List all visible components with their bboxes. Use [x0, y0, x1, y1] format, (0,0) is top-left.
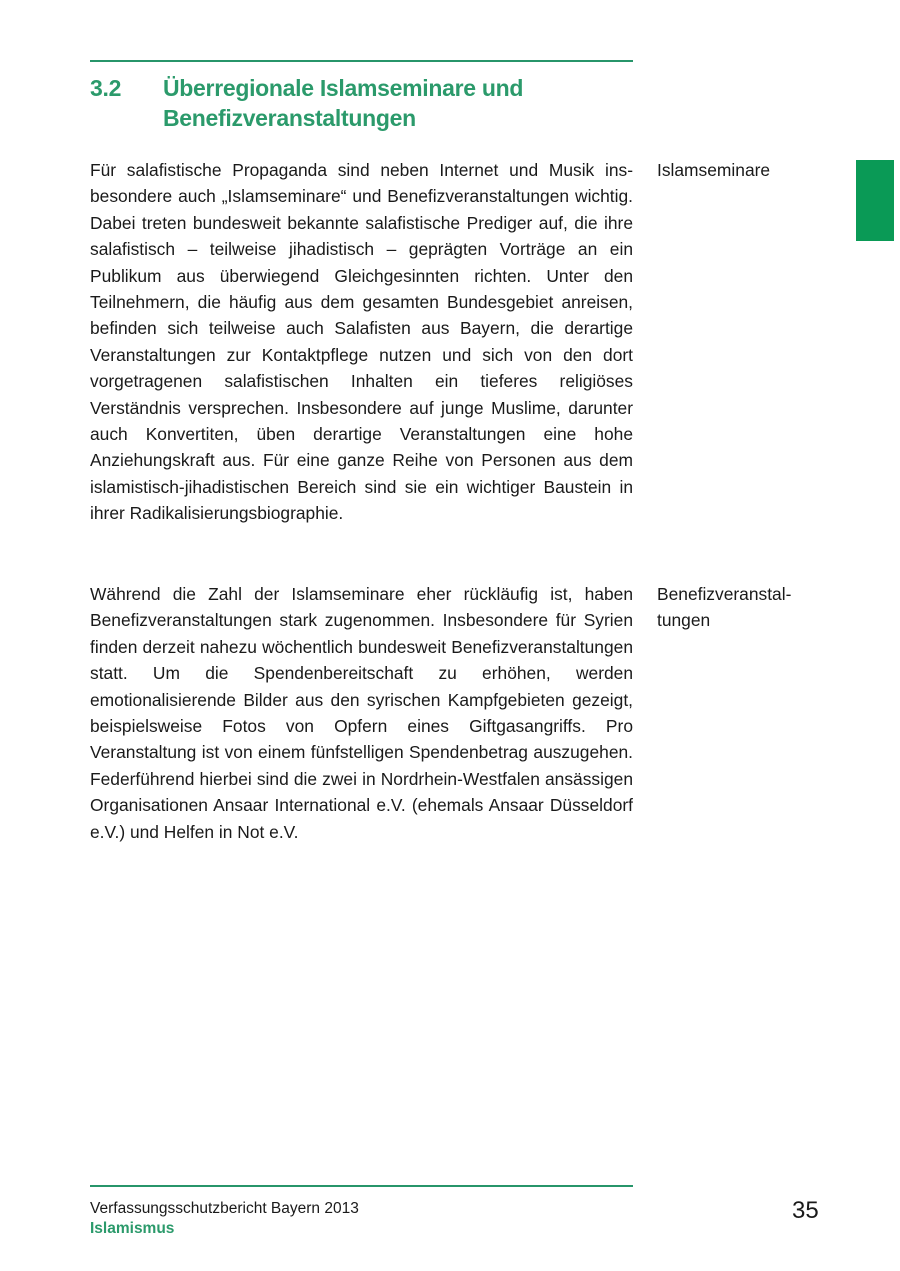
section-number: 3.2 [90, 75, 122, 101]
margin-note-seminars: Islamseminare [657, 160, 771, 180]
footer-rule [90, 1185, 633, 1187]
page-number: 35 [792, 1197, 819, 1224]
chapter-tab-marker [856, 160, 894, 241]
footer-publication: Verfassungsschutzbericht Bayern 2013 [90, 1200, 359, 1217]
margin-note-benefit-events: Benefizveranstaltungen [657, 584, 792, 631]
paragraph-seminars: Für salafistische Propaganda sind neben Internet und Musik insbesondere auch „Islamseminare“ und Benefizveranstaltungen wichtig. Dabei treten bundesweit bekannte salafistische Prediger auf, die ihre salafistisch – teilweise jihadistisch – geprägten Vorträge an ein Publikum aus überwiegend Gleichgesinnten richten. Unter den Teilnehmern, die häufig aus dem gesamten Bundesgebiet anreisen, befinden sich teilweise auch Salafisten aus Bayern, die derartige Veranstaltungen zur Kontaktpflege nutzen und sich von den dort vorgetragenen salafistischen Inhalten ein tieferes religiöses Verständnis versprechen. Insbesondere auf junge Muslime, darunter auch Konvertiten, üben derartige Veranstaltungen eine hohe Anziehungskraft aus. Für eine ganze Reihe von Personen aus dem islamistisch-jihadistischen Bereich sind sie ein wichtiger Baustein in ihrer Radikalisierungsbiographie. [90, 160, 633, 524]
footer-chapter: Islamismus [90, 1220, 175, 1237]
top-rule [90, 60, 633, 62]
section-title: Überregionale Islamseminare und Benefizveranstaltungen [163, 75, 524, 131]
paragraph-benefit-events: Während die Zahl der Islamseminare eher rückläufig ist, haben Benefizveranstaltungen stark zugenommen. Insbesondere für Syrien finden derzeit nahezu wöchentlich bundesweit Benefizveranstaltungen statt. Um die Spendenbereitschaft zu erhöhen, werden emotionalisierende Bilder aus den syrischen Kampfgebieten gezeigt, beispielsweise Fotos von Opfern eines Giftgasangriffs. Pro Veranstaltung ist von einem fünfstelligen Spendenbetrag auszugehen. Federführend hierbei sind die zwei in Nordrhein-Westfalen ansässigen Organisationen Ansaar International e.V. (ehemals Ansaar Düsseldorf e.V.) und Helfen in Not e.V. [90, 584, 633, 842]
